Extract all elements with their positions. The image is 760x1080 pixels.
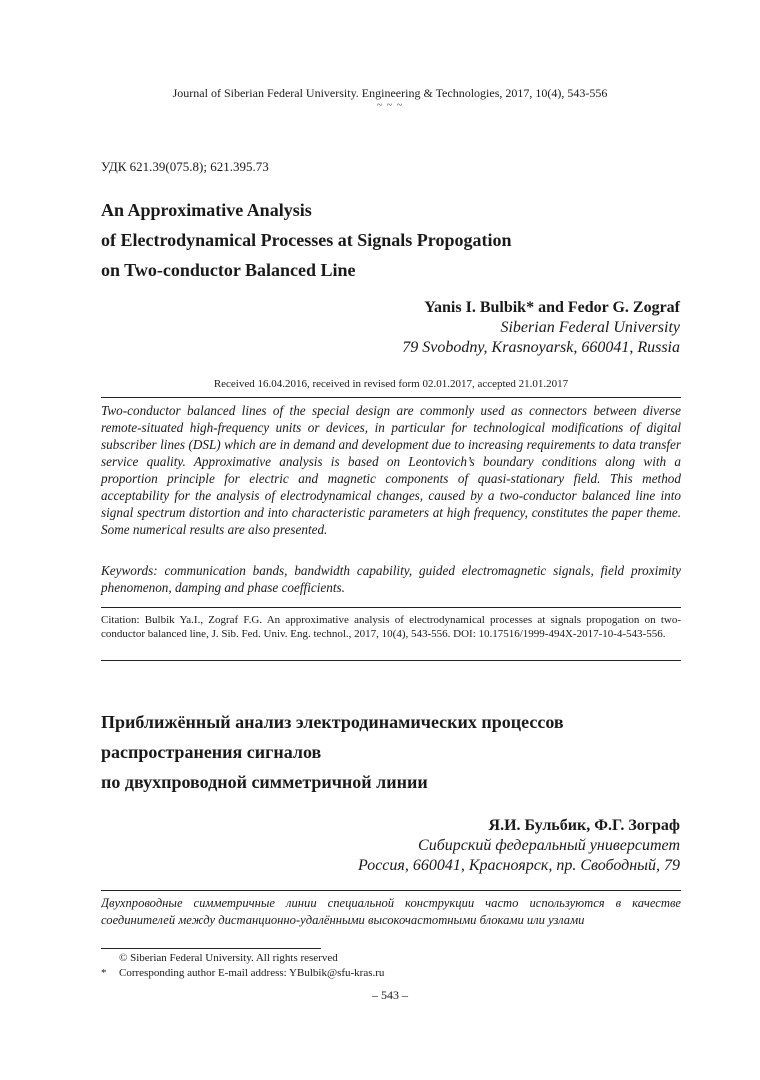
- english-title-line: of Electrodynamical Processes at Signals Propogation: [101, 230, 512, 250]
- udc-code: УДК 621.39(075.8); 621.395.73: [101, 159, 269, 174]
- russian-address: Россия, 660041, Красноярск, пр. Свободный, 79: [358, 857, 680, 874]
- russian-title-line: по двухпроводной симметричной линии: [101, 772, 428, 792]
- english-title-line: An Approximative Analysis: [101, 200, 312, 220]
- russian-title: [101, 707, 681, 797]
- russian-abstract: Двухпроводные симметричные линии специальной конструкции часто используются в качестве соединителей между дистанционно-удалёнными высокочастотными блоками или узлами: [101, 896, 681, 927]
- footnote-rule: [101, 948, 321, 949]
- english-affiliation: Siberian Federal University: [500, 319, 680, 336]
- footnotes: [101, 951, 681, 981]
- citation-bottom-rule: [101, 660, 681, 661]
- footnote-mark: [101, 951, 119, 966]
- english-abstract: Two-conductor balanced lines of the special design are commonly used as connectors between diverse remote-situated high-frequency units or devices, in particular for technological modifications of digital subscriber lines (DSL) which are in demand and development due to increasing requirements to data transfer service quality. Approximative analysis is based on Leontovich’s boundary conditions along with a proportion principle for electric and magnetic components of quasi-stationary field. This method acceptability for the analysis of electrodynamical changes, caused by a two-conductor balanced line into signal spectrum distortion and into characteristic parameters at high frequency, constitutes the paper theme. Some numerical results are also presented.: [101, 403, 681, 537]
- russian-title-line: Приближённый анализ электродинамических процессов: [101, 712, 564, 732]
- abstract-top-rule: [101, 397, 681, 398]
- english-keywords: Keywords: communication bands, bandwidth capability, guided electromagnetic signals, field proximity phenomenon, damping and phase coefficients.: [101, 563, 681, 595]
- russian-authors: Я.И. Бульбик, Ф.Г. Зограф: [488, 817, 680, 834]
- english-title: [101, 195, 681, 285]
- header-ornament: ~ ~ ~: [376, 100, 404, 111]
- russian-affiliation: Сибирский федеральный университет: [418, 837, 680, 854]
- english-title-line: on Two-conductor Balanced Line: [101, 260, 356, 280]
- russian-title-line: распространения сигналов: [101, 742, 322, 762]
- footnote-text: © Siberian Federal University. All rights reserved: [119, 952, 338, 964]
- journal-header: Journal of Siberian Federal University. Engineering & Technologies, 2017, 10(4), 543-556: [172, 86, 608, 100]
- footnote-corresponding-author: [101, 966, 681, 981]
- citation-top-rule: [101, 607, 681, 608]
- russian-abstract-top-rule: [101, 890, 681, 891]
- footnote-mark: *: [101, 967, 107, 979]
- russian-authors-block: [358, 816, 680, 876]
- page-number: – 543 –: [372, 988, 408, 1002]
- received-dates: Received 16.04.2016, received in revised form 02.01.2017, accepted 21.01.2017: [213, 378, 569, 390]
- english-authors-block: [402, 298, 680, 358]
- footnote-copyright: [101, 951, 681, 966]
- footnote-text: Corresponding author E-mail address: YBulbik@sfu-kras.ru: [119, 967, 385, 979]
- english-authors: Yanis I. Bulbik* and Fedor G. Zograf: [424, 299, 680, 316]
- english-address: 79 Svobodny, Krasnoyarsk, 660041, Russia: [402, 339, 680, 356]
- citation: Citation: Bulbik Ya.I., Zograf F.G. An approximative analysis of electrodynamical processes at signals propogation on two-conductor balanced line, J. Sib. Fed. Univ. Eng. technol., 2017, 10(4), 543-556. DOI: 10.17516/1999-494X-2017-10-4-543-556.: [101, 614, 681, 640]
